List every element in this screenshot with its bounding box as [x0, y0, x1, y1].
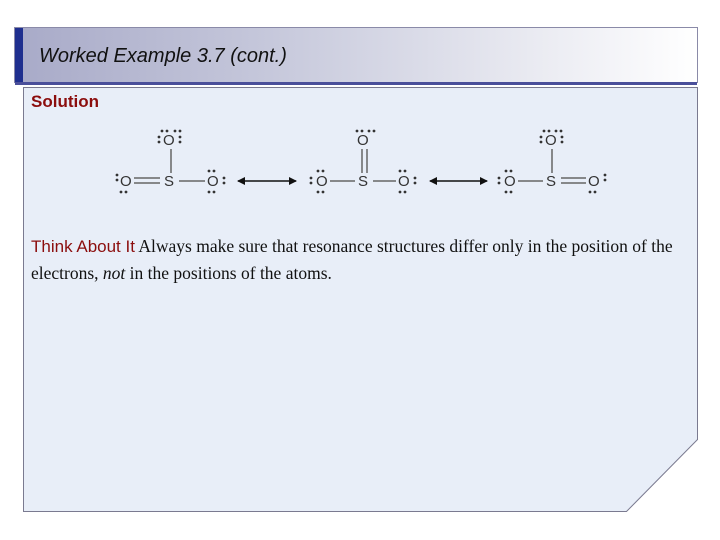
resonance-structure-3 — [498, 130, 607, 194]
sulfur-atom: S — [546, 173, 557, 190]
page-fold-corner — [626, 439, 698, 512]
solution-heading: Solution — [31, 92, 99, 111]
resonance-structure-2 — [310, 130, 417, 194]
think-about-it-text-2: in the positions of the atoms. — [125, 263, 332, 283]
oxygen-atom-right: O — [207, 173, 219, 190]
header-accent-bar — [15, 28, 23, 82]
oxygen-atom-left: O — [316, 173, 328, 190]
oxygen-atom-top: O — [357, 132, 369, 149]
think-about-it-emphasis: not — [102, 263, 126, 283]
page-title: Worked Example 3.7 (cont.) — [39, 45, 287, 67]
oxygen-atom-top: O — [163, 132, 175, 149]
resonance-structures — [0, 120, 720, 200]
think-about-it-label: Think About It — [31, 237, 135, 256]
resonance-structure-1 — [116, 130, 226, 194]
oxygen-atom-top: O — [545, 132, 557, 149]
oxygen-atom-right: O — [398, 173, 410, 190]
header-divider — [15, 82, 697, 85]
oxygen-atom-left: O — [504, 173, 516, 190]
slide-header — [14, 27, 698, 83]
oxygen-atom-left: O — [120, 173, 132, 190]
sulfur-atom: S — [164, 173, 175, 190]
think-about-it-paragraph — [31, 233, 681, 287]
think-about-it-text-1: Always make sure that resonance structures differ only in the position of the electrons, — [31, 236, 673, 283]
oxygen-atom-right: O — [588, 173, 600, 190]
sulfur-atom: S — [358, 173, 369, 190]
